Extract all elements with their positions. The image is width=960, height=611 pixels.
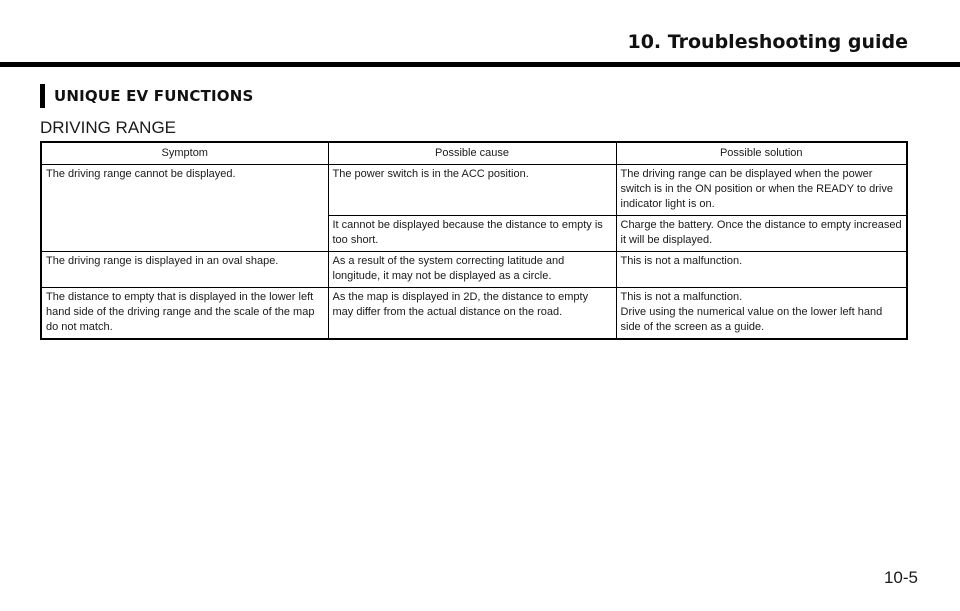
solution-text: This is not a malfunction. — [620, 291, 743, 303]
cause-cell: As the map is displayed in 2D, the distance to empty may differ from the actual distance on the road. — [328, 288, 616, 340]
section-title: UNIQUE EV FUNCTIONS — [54, 87, 254, 105]
solution-text: Drive using the numerical value on the lower left hand side of the screen as a guide. — [620, 306, 883, 333]
solution-text: This is not a malfunction. — [620, 255, 743, 267]
symptom-cell: The driving range cannot be displayed. — [41, 165, 328, 252]
column-header-cause: Possible cause — [328, 142, 616, 165]
solution-cell — [616, 165, 907, 216]
table-header-row — [41, 142, 907, 165]
solution-text: Charge the battery. Once the distance to empty increased it will be displayed. — [620, 219, 902, 246]
solution-cell — [616, 252, 907, 288]
header-rule — [0, 62, 960, 67]
cause-cell: It cannot be displayed because the distance to empty is too short. — [328, 216, 616, 252]
symptom-cell: The distance to empty that is displayed in the lower left hand side of the driving range and the scale of the map do not match. — [41, 288, 328, 340]
cause-cell: The power switch is in the ACC position. — [328, 165, 616, 216]
section-marker — [40, 84, 45, 108]
page-number: 10-5 — [883, 568, 918, 587]
chapter-title: 10. Troubleshooting guide — [627, 31, 908, 53]
column-header-solution: Possible solution — [616, 142, 907, 165]
table-row — [41, 252, 907, 288]
cause-cell: As a result of the system correcting latitude and longitude, it may not be displayed as a circle. — [328, 252, 616, 288]
symptom-cell: The driving range is displayed in an oval shape. — [41, 252, 328, 288]
troubleshooting-table — [40, 141, 908, 340]
solution-cell — [616, 216, 907, 252]
section-heading — [40, 84, 254, 108]
table-row — [41, 165, 907, 216]
solution-text: The driving range can be displayed when the power switch is in the ON position or when the READY to drive indicator light is on. — [620, 168, 893, 210]
table-row — [41, 288, 907, 340]
subsection-title: DRIVING RANGE — [40, 118, 177, 137]
solution-cell — [616, 288, 907, 340]
column-header-symptom: Symptom — [41, 142, 328, 165]
